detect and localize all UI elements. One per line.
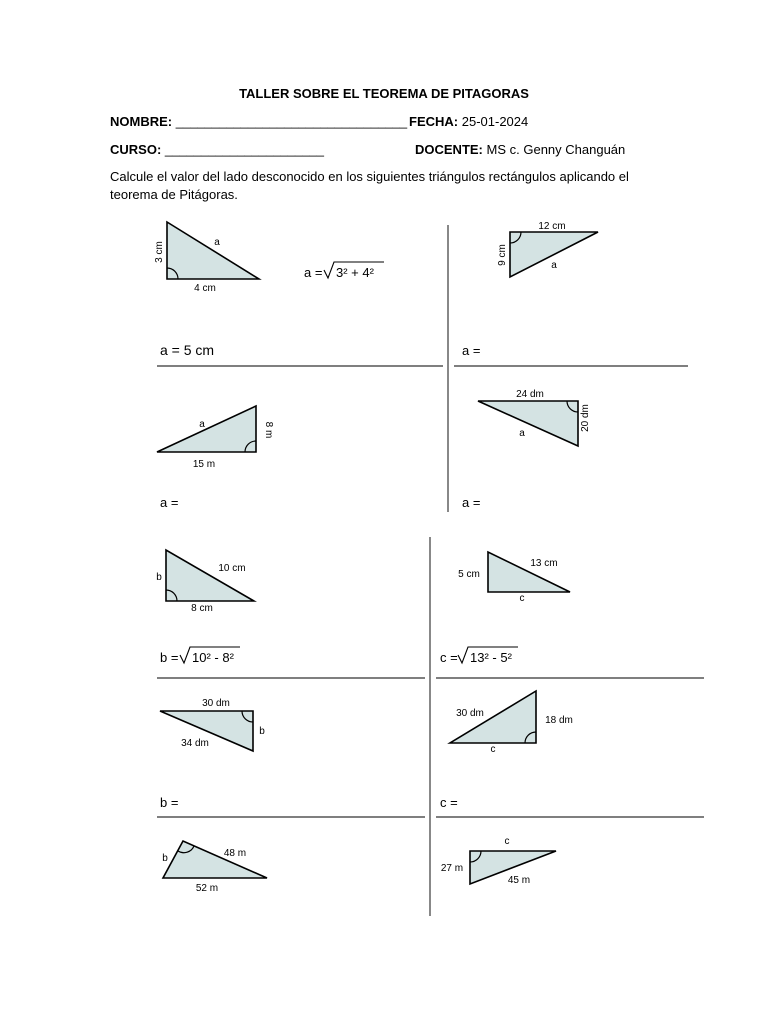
nombre-line[interactable]: ________________________________ (175, 114, 408, 129)
tri10-unknown: c (504, 836, 510, 847)
tri2-unknown: a (551, 260, 557, 271)
answer-7: b = (160, 795, 179, 810)
formula1-prefix: a = (304, 265, 323, 280)
formula6-prefix: c = (440, 650, 458, 665)
tri6-side2: 13 cm (530, 558, 558, 569)
docente-label: DOCENTE: (415, 142, 483, 157)
answer-1: a = 5 cm (160, 342, 215, 358)
triangle-5 (156, 550, 254, 614)
tri1-side1: 3 cm (154, 241, 165, 263)
nombre-label: NOMBRE: (110, 114, 173, 129)
tri7-unknown: b (259, 726, 265, 737)
docente-value: MS c. Genny Changuán (486, 142, 626, 157)
page-title: TALLER SOBRE EL TEOREMA DE PITAGORAS (239, 86, 529, 101)
formula6-inner: 13² - 5² (470, 650, 512, 665)
tri10-side1: 27 m (440, 863, 464, 874)
triangle-9 (162, 841, 267, 894)
tri1-side2: 4 cm (194, 283, 216, 294)
formula-1 (304, 262, 384, 280)
triangle-7 (160, 698, 265, 751)
answer-8: c = (440, 795, 458, 810)
tri9-unknown: b (162, 853, 168, 864)
tri4-unknown: a (519, 428, 525, 439)
triangle-2 (497, 221, 598, 277)
tri3-side1: 15 m (192, 459, 216, 470)
tri8-side1: 30 dm (456, 708, 484, 719)
triangle-8 (450, 691, 573, 755)
tri6-side1: 5 cm (458, 569, 480, 580)
formula-6 (440, 647, 518, 665)
triangle-1 (154, 222, 259, 294)
formula1-inner: 3² + 4² (336, 265, 374, 280)
curso-line[interactable]: ______________________ (164, 142, 324, 157)
tri3-unknown: a (199, 419, 205, 430)
tri5-side2: 8 cm (191, 603, 213, 614)
curso-label: CURSO: (110, 142, 162, 157)
fecha-value: 25-01-2024 (461, 114, 529, 129)
tri6-unknown: c (519, 593, 525, 604)
formula5-prefix: b = (160, 650, 179, 665)
triangle-10 (441, 836, 556, 886)
tri5-side1: 10 cm (218, 563, 246, 574)
fecha-label: FECHA: (409, 114, 459, 129)
triangle-4 (478, 389, 591, 446)
tri8-side2: 18 dm (545, 715, 573, 726)
tri7-side2: 34 dm (181, 738, 209, 749)
answer-4: a = (462, 495, 481, 510)
tri1-unknown: a (214, 237, 220, 248)
tri9-side1: 48 m (223, 848, 247, 859)
tri8-unknown: c (490, 744, 496, 755)
answer-2: a = (462, 343, 481, 358)
instructions: Calcule el valor del lado desconocido en los siguientes triángulos rectángulos aplicando el teorema de Pitágoras. (110, 169, 629, 202)
tri2-side2: 9 cm (497, 244, 508, 266)
triangle-6 (458, 552, 570, 604)
tri7-side1: 30 dm (202, 698, 230, 709)
tri4-side1: 24 dm (516, 389, 544, 400)
formula-5 (160, 647, 240, 665)
tri2-side1: 12 cm (538, 221, 566, 232)
tri4-side2: 20 dm (580, 404, 591, 432)
formula5-inner: 10² - 8² (192, 650, 234, 665)
answer-3: a = (160, 495, 179, 510)
tri5-unknown: b (156, 572, 162, 583)
triangle-3 (157, 406, 274, 470)
tri9-side2: 52 m (195, 883, 219, 894)
tri10-side2: 45 m (507, 875, 531, 886)
tri3-side2: 8 m (263, 421, 274, 439)
